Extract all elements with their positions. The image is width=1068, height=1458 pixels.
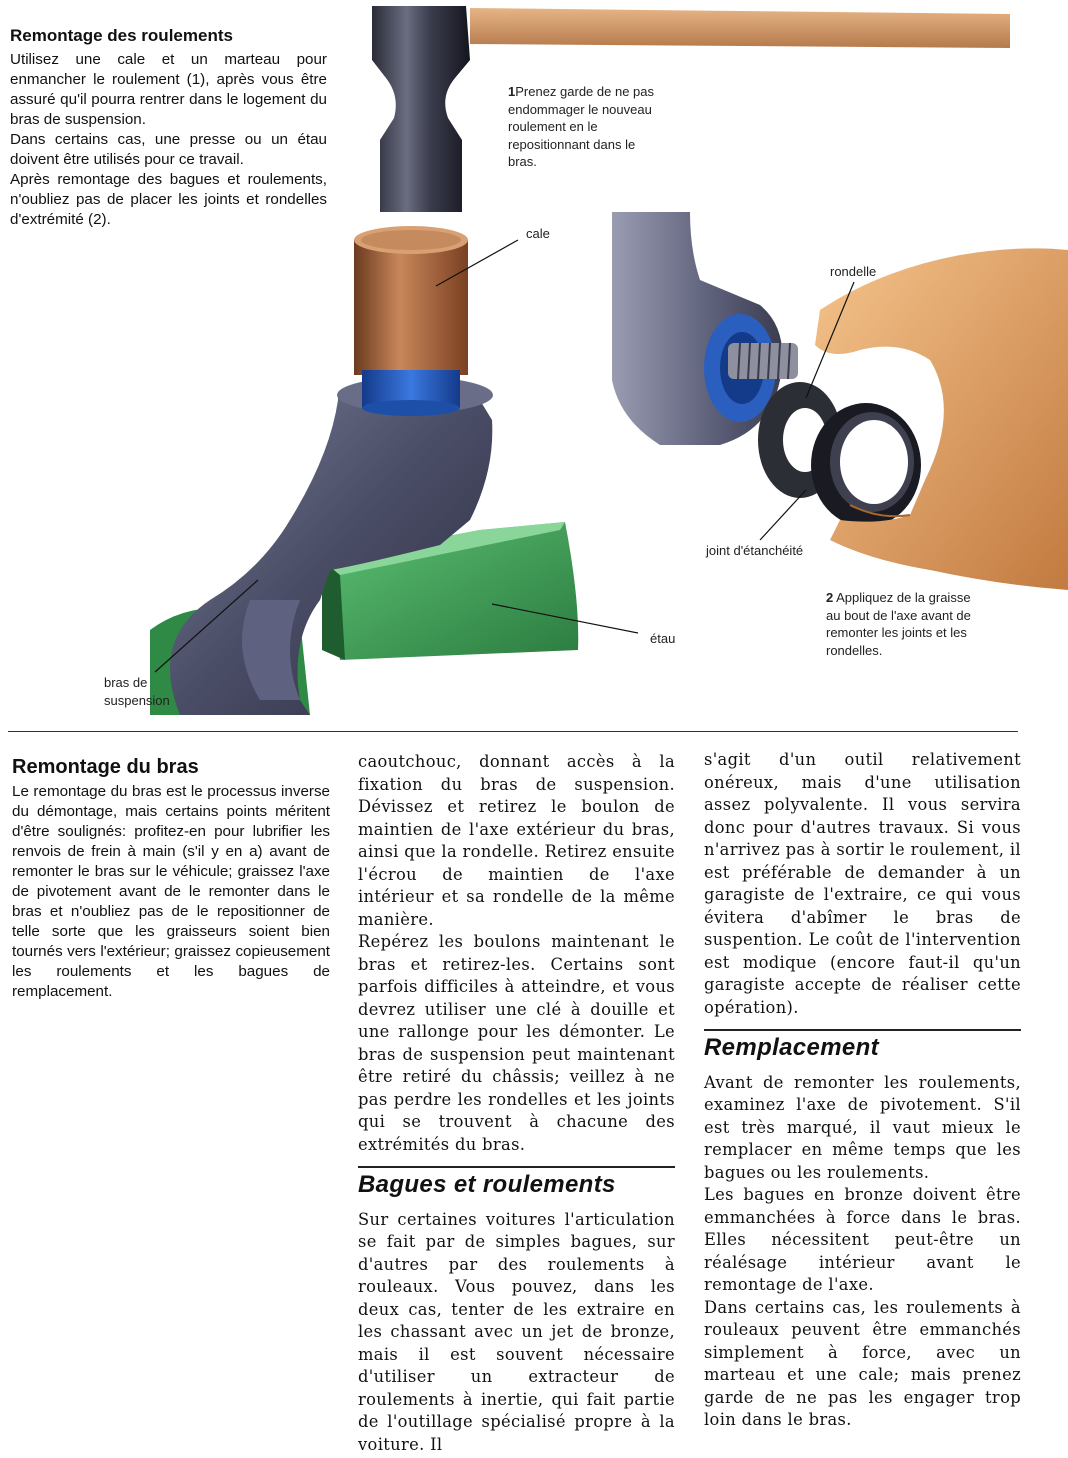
caption-2-number: 2: [826, 590, 834, 605]
section-rule: [358, 1166, 675, 1168]
hammer: [372, 6, 1010, 212]
label-cale: cale: [526, 226, 550, 241]
intro-title: Remontage des roulements: [10, 26, 233, 45]
label-bras-line1: bras de: [104, 675, 148, 690]
hammer-head: [372, 6, 470, 212]
column-2-paragraph: Repérez les boulons maintenant le bras et retirez-les. Certains sont parfois difficiles à atteindre, et vous devrez utiliser une clé à douille et une rallonge pour les démonter. Le bras de suspension peut maintenant être retiré du châssis; veillez à ne pas perdre les rondelles et les joints qui se trouvent à chacune des extrémités du bras.: [358, 932, 675, 1154]
caption-1-number: 1: [508, 84, 516, 99]
blue-bearing: [362, 370, 460, 416]
intro-paragraph: Après remontage des bagues et roulements, n'oubliez pas de placer les joints et rondelles d'extrémité (2).: [10, 171, 327, 228]
label-joint: joint d'étanchéité: [706, 543, 804, 558]
section-rule: [704, 1029, 1021, 1031]
column-3-section-paragraph: Les bagues en bronze doivent être emmanchées à force dans le bras. Elles nécessitent peut-être un réalésage intérieur avant le remontage de l'axe.: [704, 1185, 1021, 1294]
label-bras-line2: suspension: [104, 692, 170, 708]
section-title-bagues: Bagues et roulements: [358, 1171, 616, 1198]
label-etau: étau: [650, 631, 676, 646]
intro-paragraph: Utilisez une cale et un marteau pour enmancher le roulement (1), après vous être assuré qu'il pourra rentrer dans le logement du bras de suspension.: [10, 51, 327, 128]
column-2-section-body: Sur certaines voitures l'articulation se fait par de simples bagues, sur d'autres par des roulements à rouleaux. Vous pouvez, dans les deux cas, tenter de les extraire en les chassant avec un jet de bronze, mais il est souvent nécessaire d'utiliser un extracteur de roulements à inertie, qui fait partie de l'outillage spécialisé propre à la voiture. Il: [358, 1209, 675, 1454]
seal-ring: [811, 403, 921, 527]
wood-block: [354, 226, 468, 375]
column-3-section-paragraph: Dans certains cas, les roulements à rouleaux peuvent être emmanchés simplement à force, avec un marteau et une cale; mais prenez garde de ne pas les engager trop loin dans le bras.: [704, 1297, 1021, 1429]
bras-body: Le remontage du bras est le processus inverse du démontage, mais certains points méritent d'être soulignés: profitez-en pour lubrifier les renvois de frein à main (s'il y en a) avant de remonter le bras sur le véhicule; graissez l'axe de pivotement avant de le remonter dans le bras et n'oubliez pas de le repositionner de telle sorte que les graisseurs soient bien tournés vers l'extérieur; graissez copieusement les roulements et les bagues de remplacement.: [12, 783, 330, 1000]
label-rondelle: rondelle: [830, 264, 877, 279]
caption-2-text: Appliquez de la graisse au bout de l'axe avant de remonter les joints et les rondelles.: [826, 590, 971, 658]
hammer-handle: [470, 8, 1010, 48]
label-bras-suspension: [104, 674, 170, 709]
caption-1: [508, 83, 658, 171]
caption-2: [826, 589, 986, 659]
intro-body: [10, 50, 327, 230]
intro-paragraph: Dans certains cas, une presse ou un étau doivent être utilisés pour ce travail.: [10, 131, 327, 168]
caption-1-text: Prenez garde de ne pas endommager le nouveau roulement en le repositionnant dans le bras.: [508, 84, 655, 169]
column-2-paragraph: caoutchouc, donnant accès à la fixation du bras de suspension. Dévissez et retirez le boulon de maintien de l'axe extérieur du bras, ainsi que la rondelle. Retirez ensuite l'écrou de maintien de l'axe intérieur et sa rondelle de la même manière.: [358, 752, 675, 929]
column-3: [704, 749, 1021, 1432]
bras-title: Remontage du bras: [12, 756, 199, 778]
column-3-paragraph: s'agit d'un outil relativement onéreux, mais d'une utilisation assez polyvalente. Il vous servira donc pour d'autres travaux. Si vous n'arrivez pas à sortir le roulement, il est préférable de demander à un garagiste de l'extraire, ce qui vous évitera d'abîmer le bras de suspention. Le coût de l'intervention est modique (encore faut-il qu'un garagiste accepte de réaliser cette opération).: [704, 750, 1021, 1017]
column-3-section-paragraph: Avant de remonter les roulements, examinez l'axe de pivotement. S'il est très marqué, il vaut mieux le remplacer en même temps que les bagues ou les roulements.: [704, 1072, 1021, 1182]
section-title-remplacement: Remplacement: [704, 1034, 879, 1061]
column-2: [358, 751, 675, 1456]
section-divider: [8, 731, 1018, 732]
